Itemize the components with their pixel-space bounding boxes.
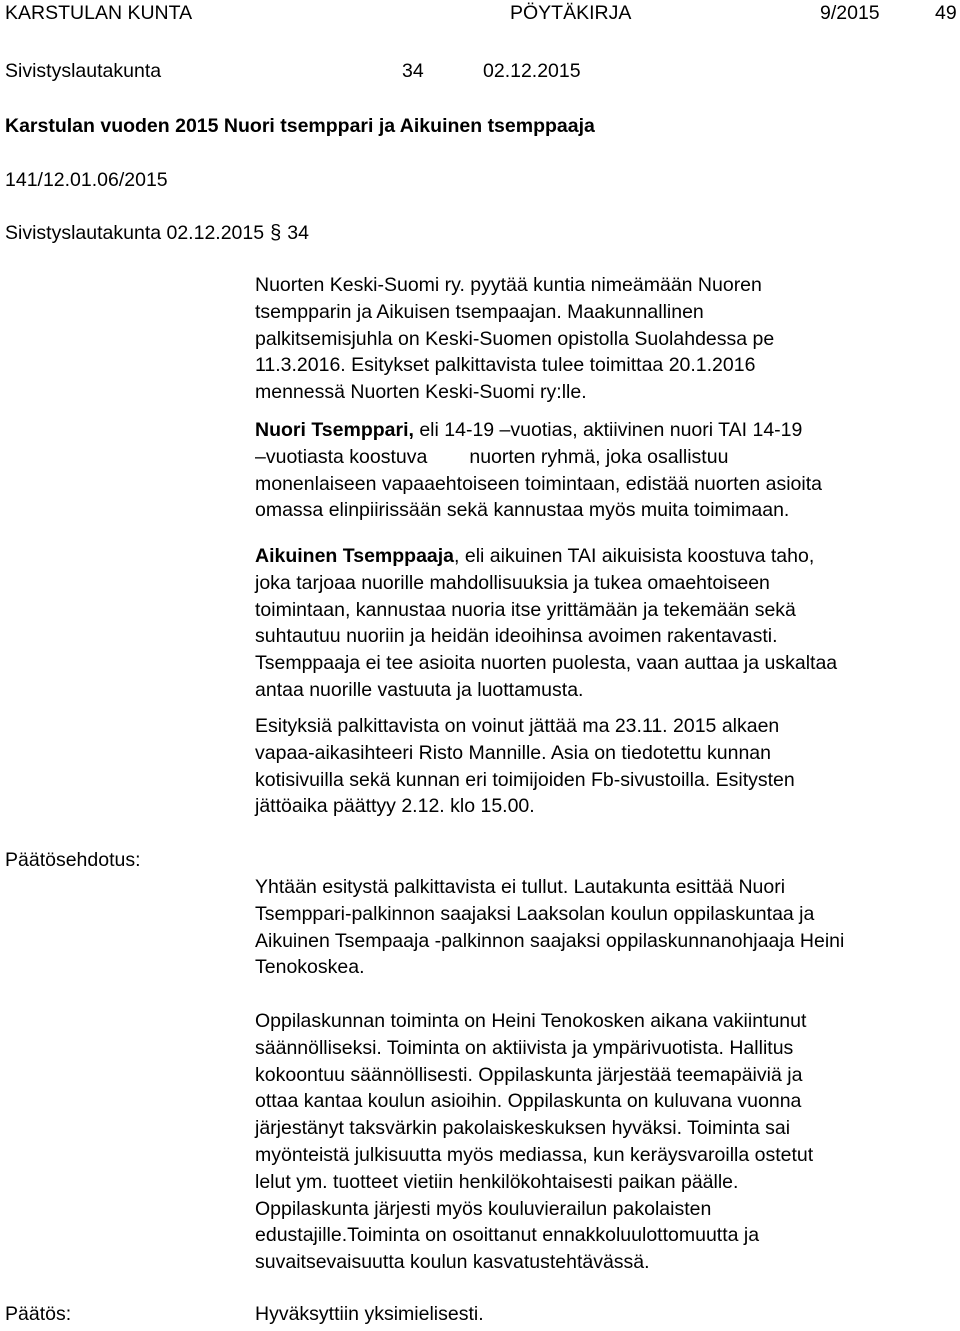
intro-line: palkitsemisjuhla on Keski-Suomen opistolla Suolahdessa pe — [255, 327, 775, 350]
intro-line: tsempparin ja Aikuisen tsempaajan. Maakunnallinen — [255, 300, 704, 323]
tsemppaaja-line: Tsemppaaja ei tee asioita nuorten puolesta, vaan auttaa ja uskaltaa — [255, 652, 838, 675]
tsemppari-line: Nuori Tsemppari, eli 14-19 –vuotias, aktiivinen nuori TAI 14-19 — [255, 419, 803, 441]
proposal-line: Aikuinen Tsempaaja -palkinnon saajaksi oppilaskunnanohjaaja Heini — [255, 929, 845, 952]
submissions-line: jättöaika päättyy 2.12. klo 15.00. — [255, 795, 535, 818]
intro-line: Nuorten Keski-Suomi ry. pyytää kuntia nimeämään Nuoren — [255, 274, 762, 296]
tsemppaaja-line: suhtautuu nuoriin ja heidän ideoihinsa avoimen rakentavasti. — [255, 625, 778, 648]
rationale-line: Oppilaskunta järjesti myös kouluvierailun pakolaisten — [255, 1197, 712, 1220]
history-body-date: Sivistyslautakunta 02.12.2015 — [5, 222, 265, 244]
tsemppaaja-term: Aikuinen Tsemppaaja — [255, 545, 455, 567]
reference-number: 141/12.01.06/2015 — [5, 169, 168, 191]
proposal-label: Päätösehdotus: — [5, 849, 141, 871]
rationale-line: kokoontuu säännöllisesti. Oppilaskunta järjestää teemapäiviä ja — [255, 1063, 803, 1086]
document-number: 9/2015 — [820, 2, 880, 24]
tsemppari-line: omassa elinpiirissään sekä kannustaa myös muita toimimaan. — [255, 499, 790, 522]
history-section: 34 — [287, 222, 309, 244]
meeting-section: 34 — [402, 60, 424, 82]
page-number: 49 — [935, 2, 957, 24]
tsemppari-line: –vuotiasta koostuva nuorten ryhmä, joka osallistuu — [255, 445, 729, 468]
meeting-date: 02.12.2015 — [483, 60, 581, 82]
municipality-name: KARSTULAN KUNTA — [5, 2, 193, 24]
tsemppaaja-line: toimintaan, kannustaa nuoria itse yrittämään ja tekemään sekä — [255, 598, 796, 621]
intro-line: 11.3.2016. Esitykset palkittavista tulee toimittaa 20.1.2016 — [255, 354, 756, 377]
rationale-line: myönteistä julkisuutta myös mediassa, kun keräysvaroilla ostetut — [255, 1143, 814, 1166]
proposal-line: Yhtään esitystä palkittavista ei tullut. Lautakunta esittää Nuori — [255, 876, 786, 898]
rationale-line: suvaitsevaisuutta koulun kasvatustehtävässä. — [255, 1251, 650, 1274]
submissions-paragraph — [255, 713, 960, 820]
rationale-line: järjestänyt taksvärkin pakolaiskeskuksen hyväksi. Toiminta sai — [255, 1117, 791, 1140]
section-sign-icon: § — [270, 222, 282, 244]
proposal-line: Tsemppari-palkinnon saajaksi Laaksolan koulun oppilaskuntaa ja — [255, 902, 815, 925]
submissions-line: kotisivuilla sekä kunnan eri toimijoiden Fb-sivustoilla. Esitysten — [255, 768, 795, 791]
tsemppari-line: monenlaiseen vapaaehtoiseen toimintaan, edistää nuorten asioita — [255, 472, 822, 495]
rationale-paragraph — [255, 1008, 960, 1276]
rationale-line: säännölliseksi. Toiminta on aktiivista ja ympärivuotista. Hallitus — [255, 1036, 794, 1059]
rationale-line: Oppilaskunnan toiminta on Heini Tenokosken aikana vakiintunut — [255, 1010, 807, 1032]
tsemppari-term: Nuori Tsemppari, — [255, 419, 414, 441]
tsemppaaja-line: antaa nuorille vastuuta ja luottamusta. — [255, 678, 584, 701]
submissions-line: Esityksiä palkittavista on voinut jättää ma 23.11. 2015 alkaen — [255, 715, 780, 737]
proposal-paragraph — [255, 874, 960, 981]
decision-text: Hyväksyttiin yksimielisesti. — [255, 1303, 484, 1325]
tsemppaaja-line: joka tarjoaa nuorille mahdollisuuksia ja tukea omaehtoiseen — [255, 571, 770, 594]
document-type: PÖYTÄKIRJA — [510, 2, 632, 24]
intro-paragraph — [255, 272, 960, 406]
rationale-line: lelut ym. tuotteet vietiin henkilökohtaisesti paikan päälle. — [255, 1170, 739, 1193]
rationale-line: edustajille.Toiminta on osoittanut ennakkoluulottomuutta ja — [255, 1224, 760, 1247]
tsemppaaja-line: Aikuinen Tsemppaaja, eli aikuinen TAI aikuisista koostuva taho, — [255, 545, 815, 567]
tsemppari-definition — [255, 417, 960, 524]
submissions-line: vapaa-aikasihteeri Risto Mannille. Asia on tiedotettu kunnan — [255, 741, 771, 764]
decision-label: Päätös: — [5, 1303, 72, 1325]
intro-line: mennessä Nuorten Keski-Suomi ry:lle. — [255, 381, 587, 404]
proposal-line: Tenokoskea. — [255, 956, 365, 979]
meeting-body: Sivistyslautakunta — [5, 60, 162, 82]
rationale-line: ottaa kantaa koulun asioihin. Oppilaskunta on kuluvana vuonna — [255, 1090, 802, 1113]
history-line — [5, 220, 309, 247]
document-title: Karstulan vuoden 2015 Nuori tsemppari ja Aikuinen tsemppaaja — [5, 115, 595, 137]
tsemppaaja-definition — [255, 543, 960, 704]
